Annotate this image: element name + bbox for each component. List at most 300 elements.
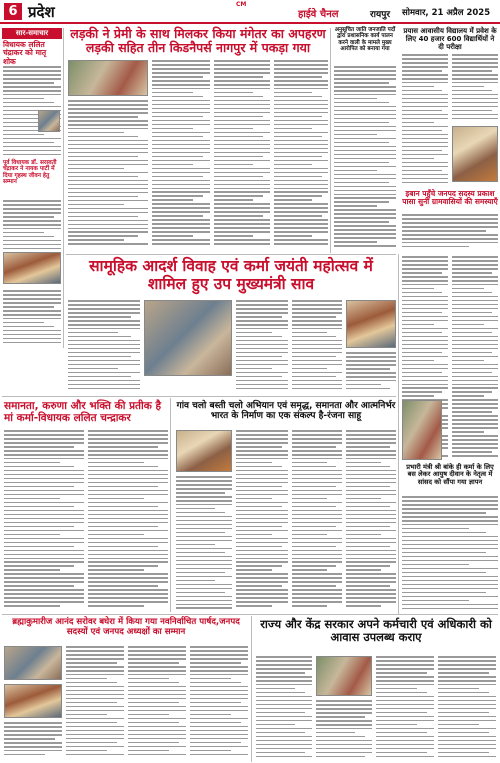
center-logo: CM	[236, 1, 247, 8]
bottom-left-body-col3	[128, 646, 186, 760]
text-line	[176, 564, 232, 566]
text-line	[3, 94, 61, 96]
text-line	[452, 300, 498, 302]
brief1-photo	[38, 110, 60, 132]
text-line	[68, 116, 138, 118]
text-line	[334, 102, 389, 104]
text-line	[452, 439, 498, 441]
text-line	[66, 698, 124, 700]
text-line	[68, 344, 140, 346]
text-line	[236, 561, 288, 563]
text-line	[4, 510, 84, 512]
text-line	[292, 364, 342, 366]
text-line	[292, 466, 336, 468]
text-line	[236, 482, 288, 484]
text-line	[236, 601, 288, 603]
text-line	[190, 734, 248, 736]
text-line	[346, 506, 390, 508]
text-line	[402, 134, 448, 136]
text-line	[214, 231, 270, 233]
text-line	[68, 336, 131, 338]
text-line	[292, 450, 342, 452]
text-line	[402, 320, 448, 322]
text-line	[88, 589, 168, 591]
text-line	[452, 372, 492, 374]
text-line	[402, 376, 448, 378]
text-line	[346, 430, 396, 432]
text-line	[88, 542, 168, 544]
text-line	[236, 344, 288, 346]
text-line	[236, 514, 288, 516]
text-line	[292, 304, 342, 306]
text-line	[402, 280, 448, 282]
lead-photo	[68, 60, 148, 96]
text-line	[402, 356, 448, 358]
text-line	[3, 102, 54, 104]
main-body-col4	[292, 300, 342, 394]
text-line	[214, 84, 270, 86]
text-line	[68, 132, 124, 134]
text-line	[292, 308, 342, 310]
text-line	[334, 122, 389, 124]
text-line	[334, 213, 396, 215]
text-line	[402, 360, 434, 362]
text-line	[402, 78, 448, 80]
lower-center-body-col4	[346, 430, 396, 612]
text-line	[3, 82, 54, 84]
text-line	[88, 550, 168, 552]
text-line	[152, 207, 210, 209]
text-line	[346, 514, 396, 516]
text-line	[256, 704, 312, 706]
text-line	[402, 288, 434, 290]
text-line	[236, 558, 288, 560]
text-line	[88, 502, 168, 504]
text-line	[346, 434, 396, 436]
text-line	[256, 660, 312, 662]
text-line	[402, 368, 448, 370]
text-line	[3, 78, 61, 80]
text-line	[452, 332, 492, 334]
text-line	[66, 666, 124, 668]
text-line	[402, 246, 469, 248]
text-line	[316, 732, 355, 734]
right-story3-headline: इबान पहुँचे जनपद सदस्य प्रकाश पासा सुनी ग्रामवासियों की समस्याएँ	[402, 189, 498, 207]
text-line	[402, 336, 448, 338]
text-line	[452, 447, 498, 449]
text-line	[66, 694, 124, 696]
text-line	[292, 482, 342, 484]
text-line	[346, 502, 396, 504]
text-line	[292, 498, 327, 500]
text-line	[402, 504, 498, 506]
text-line	[236, 593, 288, 595]
text-line	[4, 462, 60, 464]
text-line	[3, 90, 61, 92]
text-line	[68, 172, 148, 174]
text-line	[452, 427, 498, 429]
text-line	[66, 746, 124, 748]
text-line	[452, 328, 498, 330]
text-line	[316, 700, 372, 702]
text-line	[334, 197, 396, 199]
text-line	[256, 716, 312, 718]
text-line	[438, 728, 496, 730]
text-line	[274, 180, 328, 182]
right-mid-headline: प्रभारी मंत्री श्री बांके ही कर्मा के लिए बस लेकर आयुष दीवान के नेतृत्व में सांसद को सौंपा गया ज्ञापन	[406, 463, 494, 486]
city-label: रायपुर	[370, 10, 391, 20]
text-line	[346, 558, 396, 560]
text-line	[152, 215, 203, 217]
text-line	[214, 112, 270, 114]
text-line	[438, 740, 496, 742]
text-line	[452, 106, 498, 108]
bottom-left-photo	[4, 646, 62, 680]
text-line	[452, 308, 498, 310]
text-line	[402, 500, 498, 502]
text-line	[152, 152, 210, 154]
text-line	[176, 520, 232, 522]
text-line	[292, 336, 336, 338]
text-line	[402, 300, 448, 302]
text-line	[292, 372, 342, 374]
text-line	[3, 216, 54, 218]
text-line	[4, 746, 62, 748]
masthead	[0, 0, 500, 24]
text-line	[452, 256, 498, 258]
text-line	[176, 480, 232, 482]
text-line	[274, 132, 328, 134]
text-line	[128, 678, 169, 680]
text-line	[346, 550, 396, 552]
text-line	[236, 384, 288, 386]
text-line	[214, 156, 263, 158]
text-line	[346, 585, 390, 587]
text-line	[346, 518, 396, 520]
text-line	[190, 750, 231, 752]
text-line	[66, 702, 117, 704]
text-line	[452, 272, 492, 274]
text-line	[3, 142, 54, 144]
text-line	[334, 86, 396, 88]
text-line	[236, 434, 288, 436]
text-line	[402, 276, 448, 278]
text-line	[190, 674, 248, 676]
text-line	[402, 536, 498, 538]
text-line	[236, 352, 288, 354]
text-line	[236, 490, 288, 492]
text-line	[68, 304, 140, 306]
text-line	[438, 704, 496, 706]
text-line	[214, 144, 270, 146]
text-line	[4, 754, 45, 756]
text-line	[316, 748, 372, 750]
text-line	[176, 568, 232, 570]
text-line	[452, 403, 498, 405]
text-line	[214, 140, 270, 142]
text-line	[88, 494, 168, 496]
text-line	[452, 260, 498, 262]
text-line	[190, 698, 248, 700]
text-line	[292, 442, 342, 444]
text-line	[68, 128, 148, 130]
text-line	[236, 486, 282, 488]
text-line	[402, 130, 442, 132]
text-line	[274, 199, 312, 201]
text-line	[68, 352, 140, 354]
text-line	[88, 569, 144, 571]
text-line	[292, 589, 342, 591]
text-line	[236, 368, 272, 370]
text-line	[402, 508, 498, 510]
text-line	[292, 490, 342, 492]
text-line	[68, 243, 148, 245]
text-line	[4, 726, 62, 728]
text-line	[376, 712, 427, 714]
text-line	[68, 112, 148, 114]
text-line	[376, 716, 434, 718]
text-line	[214, 203, 270, 205]
text-line	[66, 658, 124, 660]
text-line	[402, 372, 442, 374]
text-line	[438, 732, 489, 734]
text-line	[346, 356, 396, 358]
text-line	[402, 264, 448, 266]
text-line	[452, 360, 484, 362]
text-line	[236, 522, 288, 524]
text-line	[346, 546, 390, 548]
text-line	[214, 100, 270, 102]
text-line	[190, 702, 241, 704]
text-line	[88, 510, 168, 512]
text-line	[346, 466, 390, 468]
text-line	[402, 576, 498, 578]
text-line	[66, 662, 117, 664]
lower-left-body-col2	[88, 430, 168, 610]
text-line	[4, 498, 60, 500]
text-line	[88, 446, 158, 448]
text-line	[256, 708, 312, 710]
text-line	[152, 164, 193, 166]
brief3-photo	[3, 252, 61, 284]
text-line	[236, 328, 288, 330]
text-line	[4, 538, 84, 540]
text-line	[274, 172, 328, 174]
text-line	[438, 684, 496, 686]
text-line	[452, 66, 498, 68]
text-line	[88, 458, 168, 460]
text-line	[292, 593, 342, 595]
text-line	[88, 601, 168, 603]
text-line	[334, 245, 396, 247]
right-mid-photo	[402, 400, 442, 460]
text-line	[236, 348, 288, 350]
text-line	[376, 700, 434, 702]
text-line	[316, 712, 372, 714]
text-line	[88, 534, 144, 536]
text-line	[88, 474, 168, 476]
text-line	[316, 752, 372, 754]
right-story2-body	[402, 54, 448, 186]
text-line	[236, 502, 288, 504]
text-line	[236, 565, 282, 567]
text-line	[152, 195, 203, 197]
text-line	[402, 596, 498, 598]
text-line	[402, 238, 498, 240]
text-line	[176, 532, 225, 534]
text-line	[128, 742, 179, 744]
text-line	[316, 740, 372, 742]
text-line	[346, 561, 396, 563]
text-line	[402, 114, 448, 116]
text-line	[68, 356, 131, 358]
text-line	[66, 690, 124, 692]
text-line	[334, 94, 396, 96]
text-line	[402, 544, 498, 546]
text-line	[274, 68, 328, 70]
text-line	[152, 84, 210, 86]
text-line	[452, 296, 498, 298]
brief-box-title: सार-समाचार	[2, 28, 62, 39]
text-line	[452, 268, 498, 270]
text-line	[68, 376, 131, 378]
text-line	[176, 504, 232, 506]
text-line	[4, 546, 74, 548]
text-line	[4, 605, 60, 607]
text-line	[152, 72, 210, 74]
text-line	[376, 704, 434, 706]
text-line	[4, 482, 84, 484]
text-line	[152, 191, 210, 193]
text-line	[274, 64, 328, 66]
brief2-body	[3, 200, 61, 252]
text-line	[190, 650, 248, 652]
text-line	[4, 438, 84, 440]
text-line	[402, 242, 498, 244]
text-line	[3, 244, 61, 246]
text-line	[402, 604, 498, 606]
text-line	[214, 128, 253, 130]
text-line	[402, 384, 448, 386]
text-line	[402, 292, 442, 294]
text-line	[346, 510, 396, 512]
text-line	[4, 526, 74, 528]
text-line	[236, 312, 288, 314]
bottom-left-body-col1	[4, 722, 62, 760]
text-line	[68, 316, 131, 318]
text-line	[402, 122, 434, 124]
text-line	[402, 66, 448, 68]
text-line	[190, 730, 248, 732]
text-line	[376, 672, 427, 674]
bottom-left-body-col2	[66, 646, 124, 760]
text-line	[452, 364, 498, 366]
text-line	[236, 585, 282, 587]
text-line	[346, 494, 396, 496]
text-line	[88, 605, 144, 607]
text-line	[4, 514, 84, 516]
text-line	[274, 116, 322, 118]
text-line	[346, 486, 390, 488]
text-line	[274, 227, 328, 229]
text-line	[452, 54, 498, 56]
text-line	[88, 466, 158, 468]
text-line	[236, 442, 288, 444]
text-line	[274, 176, 322, 178]
text-line	[402, 268, 448, 270]
text-line	[88, 442, 168, 444]
text-line	[214, 76, 263, 78]
text-line	[256, 728, 312, 730]
text-line	[316, 756, 365, 758]
text-line	[402, 150, 442, 152]
text-line	[214, 184, 270, 186]
text-line	[334, 221, 389, 223]
text-line	[176, 484, 232, 486]
text-line	[376, 692, 427, 694]
text-line	[68, 320, 140, 322]
text-line	[438, 744, 496, 746]
text-line	[402, 568, 498, 570]
text-line	[236, 364, 288, 366]
text-line	[402, 348, 448, 350]
text-line	[292, 530, 342, 532]
text-line	[152, 184, 210, 186]
text-line	[3, 342, 61, 344]
text-line	[376, 696, 434, 698]
text-line	[292, 534, 327, 536]
text-line	[88, 438, 168, 440]
text-line	[274, 124, 328, 126]
text-line	[274, 239, 328, 241]
text-line	[176, 512, 225, 514]
text-line	[88, 526, 158, 528]
text-line	[292, 522, 342, 524]
text-line	[152, 140, 210, 142]
text-line	[3, 220, 61, 222]
text-line	[152, 116, 203, 118]
text-line	[438, 680, 496, 682]
text-line	[68, 312, 140, 314]
text-line	[4, 494, 84, 496]
text-line	[214, 211, 270, 213]
text-line	[274, 140, 328, 142]
text-line	[402, 380, 448, 382]
text-line	[214, 124, 270, 126]
text-line	[4, 750, 62, 752]
text-line	[88, 506, 158, 508]
text-line	[376, 664, 434, 666]
text-line	[346, 458, 396, 460]
text-line	[214, 227, 270, 229]
text-line	[4, 569, 60, 571]
text-line	[402, 532, 486, 534]
paper-name: हाईवे चैनल	[298, 9, 339, 20]
text-line	[190, 678, 231, 680]
lower-center-headline: गांव चलो बस्ती चलो अभियान एवं समृद्ध, समानता और आत्मनिर्भर भारत के निर्माण का एक संकल्प है-रंजना साहू	[176, 401, 396, 422]
text-line	[236, 320, 288, 322]
text-line	[3, 326, 54, 328]
text-line	[274, 160, 328, 162]
bottom-left-photo2	[4, 684, 62, 718]
text-line	[236, 438, 288, 440]
text-line	[4, 734, 62, 736]
text-line	[4, 530, 84, 532]
text-line	[292, 502, 342, 504]
text-line	[190, 670, 248, 672]
text-line	[176, 540, 232, 542]
text-line	[236, 526, 282, 528]
